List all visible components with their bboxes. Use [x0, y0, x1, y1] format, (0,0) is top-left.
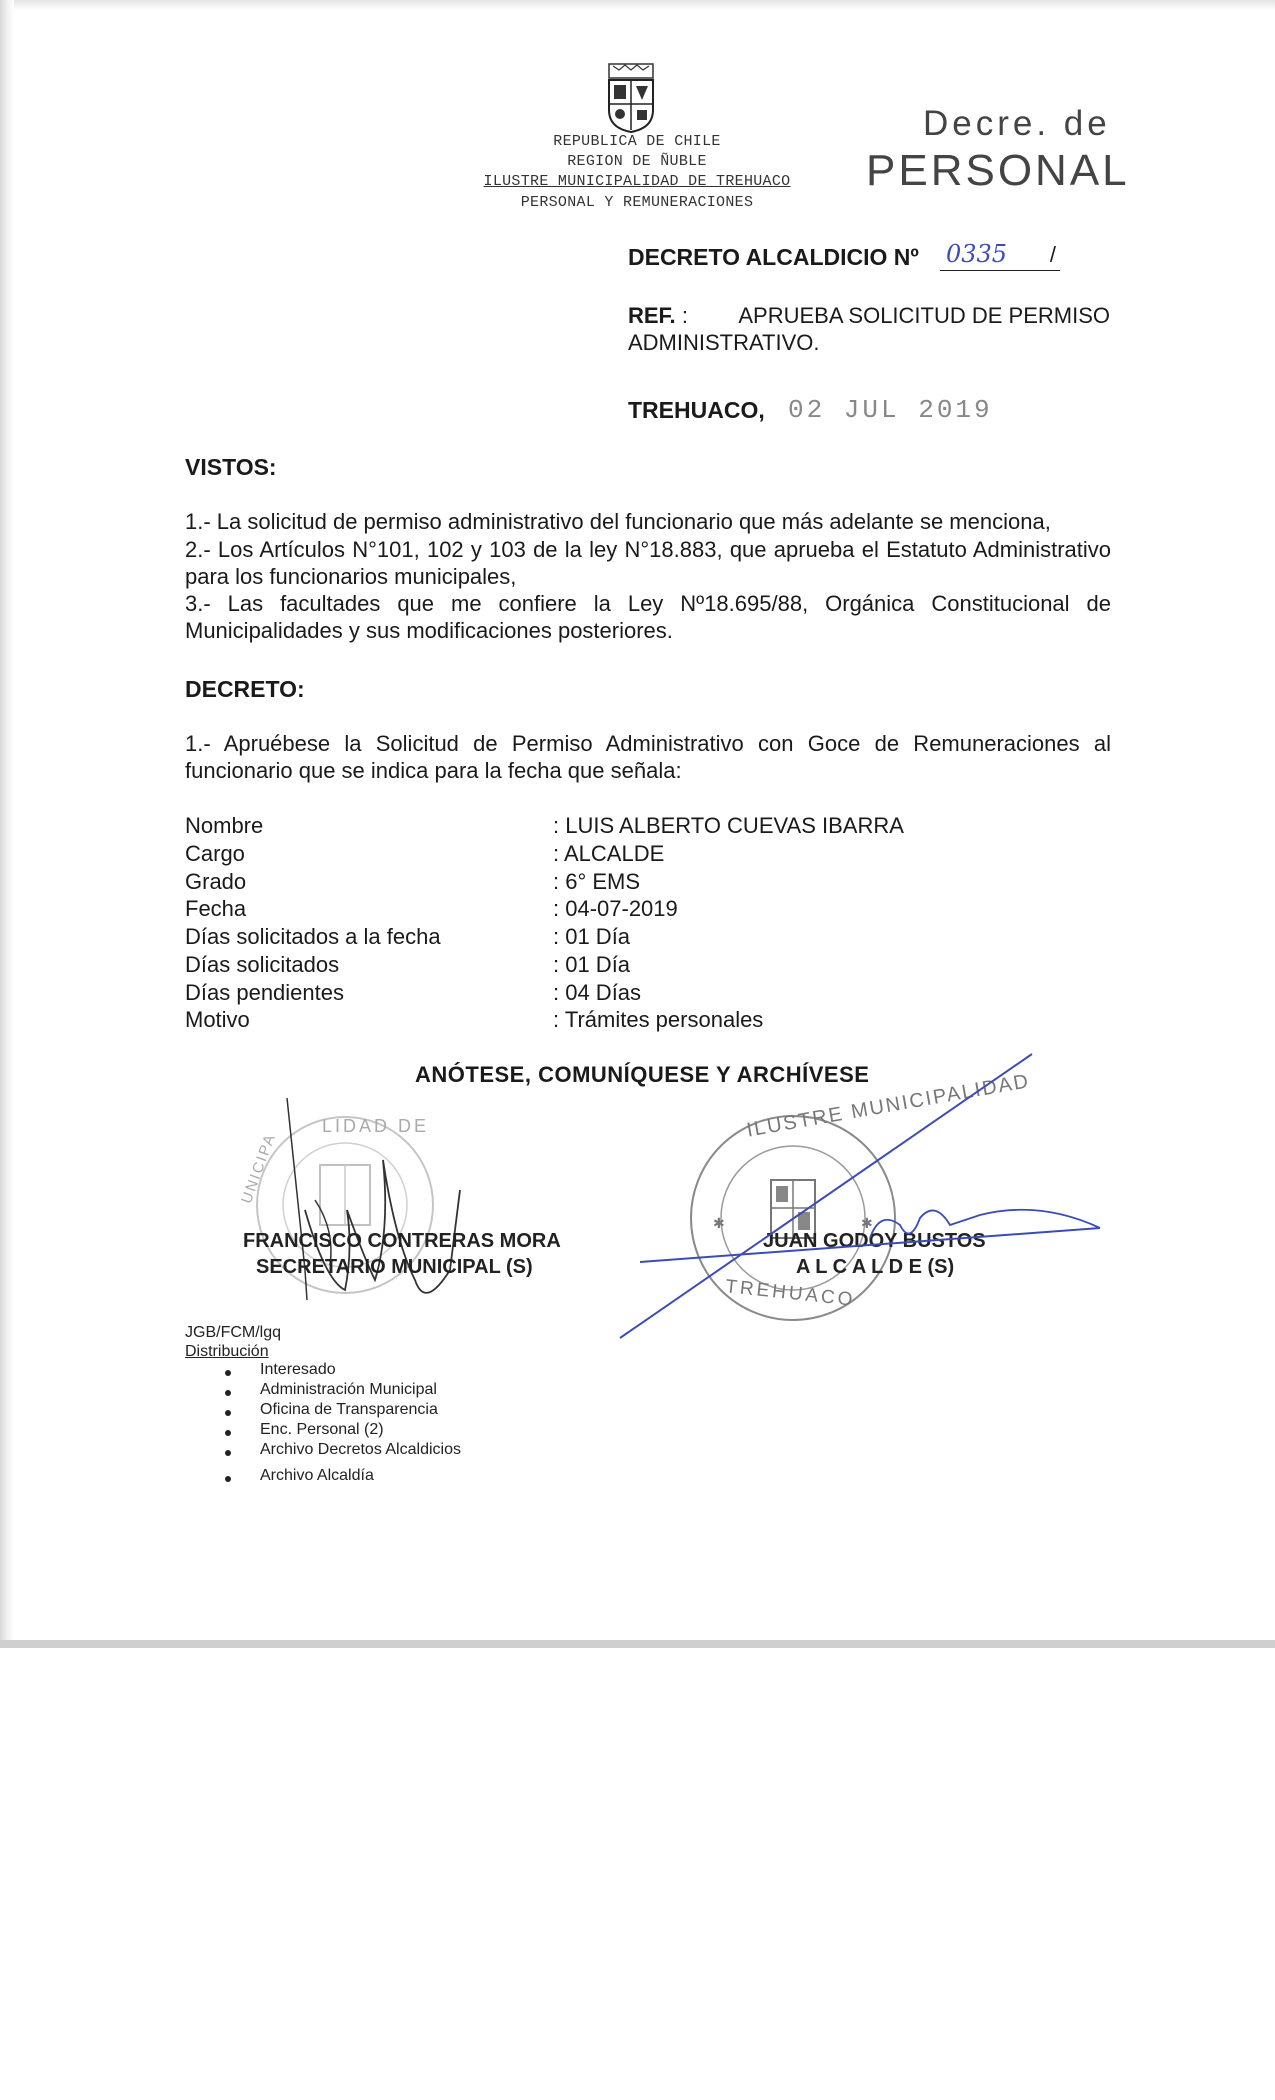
detail-value-dias-solicitados: : 01 Día: [553, 952, 631, 977]
detail-value-motivo: : Trámites personales: [553, 1007, 764, 1032]
vistos-item-3: 3.- Las facultades que me confiere la Ley Nº18.695/88, Orgánica Constitucional de Municipalidades y sus modificaciones posteriores.: [185, 591, 1111, 643]
distribution-bullet: [225, 1390, 231, 1396]
detail-label-fecha: Fecha: [185, 896, 247, 921]
header-line-municipality: ILUSTRE MUNICIPALIDAD DE TREHUACO: [483, 173, 791, 190]
left-signatory-title: SECRETARIO MUNICIPAL (S): [256, 1256, 533, 1278]
detail-label-nombre: Nombre: [185, 813, 264, 838]
decree-label: DECRETO ALCALDICIO Nº: [628, 244, 919, 270]
detail-label-cargo: Cargo: [185, 841, 245, 866]
place-label: TREHUACO,: [628, 397, 765, 423]
ref-block: [628, 302, 1110, 356]
distribution-item: Archivo Alcaldía: [260, 1467, 374, 1484]
stamp-personal: PERSONAL: [866, 146, 1130, 195]
date-stamp: 02 JUL 2019: [788, 395, 993, 425]
ref-line-2: ADMINISTRATIVO.: [628, 330, 820, 355]
svg-text:✱: ✱: [861, 1215, 873, 1231]
distribution-bullet: [225, 1430, 231, 1436]
detail-value-dias-pendientes: : 04 Días: [553, 980, 642, 1005]
detail-label-dias-pendientes: Días pendientes: [185, 980, 344, 1005]
decree-number: 0335: [946, 240, 1008, 268]
distribution-item: Interesado: [260, 1361, 336, 1378]
header-line-region: REGION DE ÑUBLE: [567, 153, 707, 170]
scan-edge-bottom: [0, 1640, 1275, 1648]
right-signatory-name: JUAN GODOY BUSTOS: [763, 1230, 986, 1252]
detail-value-dias-a-la-fecha: : 01 Día: [553, 924, 631, 949]
scan-shadow-left: [0, 0, 14, 1648]
distribution-bullet: [225, 1410, 231, 1416]
ref-line-1: APRUEBA SOLICITUD DE PERMISO: [738, 303, 1110, 328]
detail-label-dias-solicitados: Días solicitados: [185, 952, 340, 977]
vistos-item-1: 1.- La solicitud de permiso administrativo del funcionario que más adelante se menciona,: [185, 509, 1051, 534]
distribution-bullet: [225, 1476, 231, 1482]
distribution-item: Archivo Decretos Alcaldicios: [260, 1441, 461, 1458]
ref-label: REF.: [628, 303, 676, 328]
initials: JGB/FCM/lgq: [185, 1324, 282, 1341]
detail-value-fecha: : 04-07-2019: [553, 896, 678, 921]
distribution-item: Administración Municipal: [260, 1381, 437, 1398]
vistos-item-2: 2.- Los Artículos N°101, 102 y 103 de la ley N°18.883, que aprueba el Estatuto Administrativo para los funcionarios municipales,: [185, 537, 1111, 589]
left-seal-text-top: LIDAD DE: [322, 1116, 430, 1136]
left-seal-text-side: UNICIPA: [238, 1130, 280, 1206]
closing-line: ANÓTESE, COMUNÍQUESE Y ARCHÍVESE: [415, 1062, 870, 1087]
ref-separator: :: [681, 303, 688, 328]
decreto-text: 1.- Apruébese la Solicitud de Permiso Administrativo con Goce de Remuneraciones al funcionario que se indica para la fecha que señala:: [185, 731, 1111, 783]
decree-number-line: [940, 240, 1060, 271]
distribution-item: Oficina de Transparencia: [260, 1401, 438, 1418]
right-signatory-title: A L C A L D E (S): [796, 1256, 955, 1278]
municipal-crest-icon: [605, 62, 657, 134]
detail-value-grado: : 6° EMS: [553, 869, 641, 894]
detail-label-dias-a-la-fecha: Días solicitados a la fecha: [185, 924, 441, 949]
header-line-department: PERSONAL Y REMUNERACIONES: [520, 194, 754, 211]
svg-text:✱: ✱: [713, 1215, 725, 1231]
detail-value-cargo: : ALCALDE: [553, 841, 665, 866]
distribution-bullet: [225, 1450, 231, 1456]
left-signatory-name: FRANCISCO CONTRERAS MORA: [243, 1230, 561, 1252]
detail-label-grado: Grado: [185, 869, 247, 894]
distribution-bullet: [225, 1370, 231, 1376]
distribution-item: Enc. Personal (2): [260, 1421, 384, 1438]
right-handwritten-signature: [600, 1050, 1110, 1350]
decreto-heading: DECRETO:: [185, 676, 305, 702]
scan-shadow-top: [0, 0, 1275, 10]
detail-value-nombre: : LUIS ALBERTO CUEVAS IBARRA: [553, 813, 904, 838]
stamp-decre-de: Decre. de: [923, 104, 1111, 143]
right-seal-text-bottom: TREHUACO: [724, 1276, 857, 1311]
vistos-heading: VISTOS:: [185, 454, 277, 480]
right-seal-text-top: ILUSTRE MUNICIPALIDAD: [745, 1070, 1032, 1142]
header-line-republic: REPUBLICA DE CHILE: [553, 133, 721, 150]
detail-label-motivo: Motivo: [185, 1007, 250, 1032]
decree-number-suffix: /: [1049, 242, 1056, 267]
distribution-label: Distribución: [185, 1343, 269, 1360]
